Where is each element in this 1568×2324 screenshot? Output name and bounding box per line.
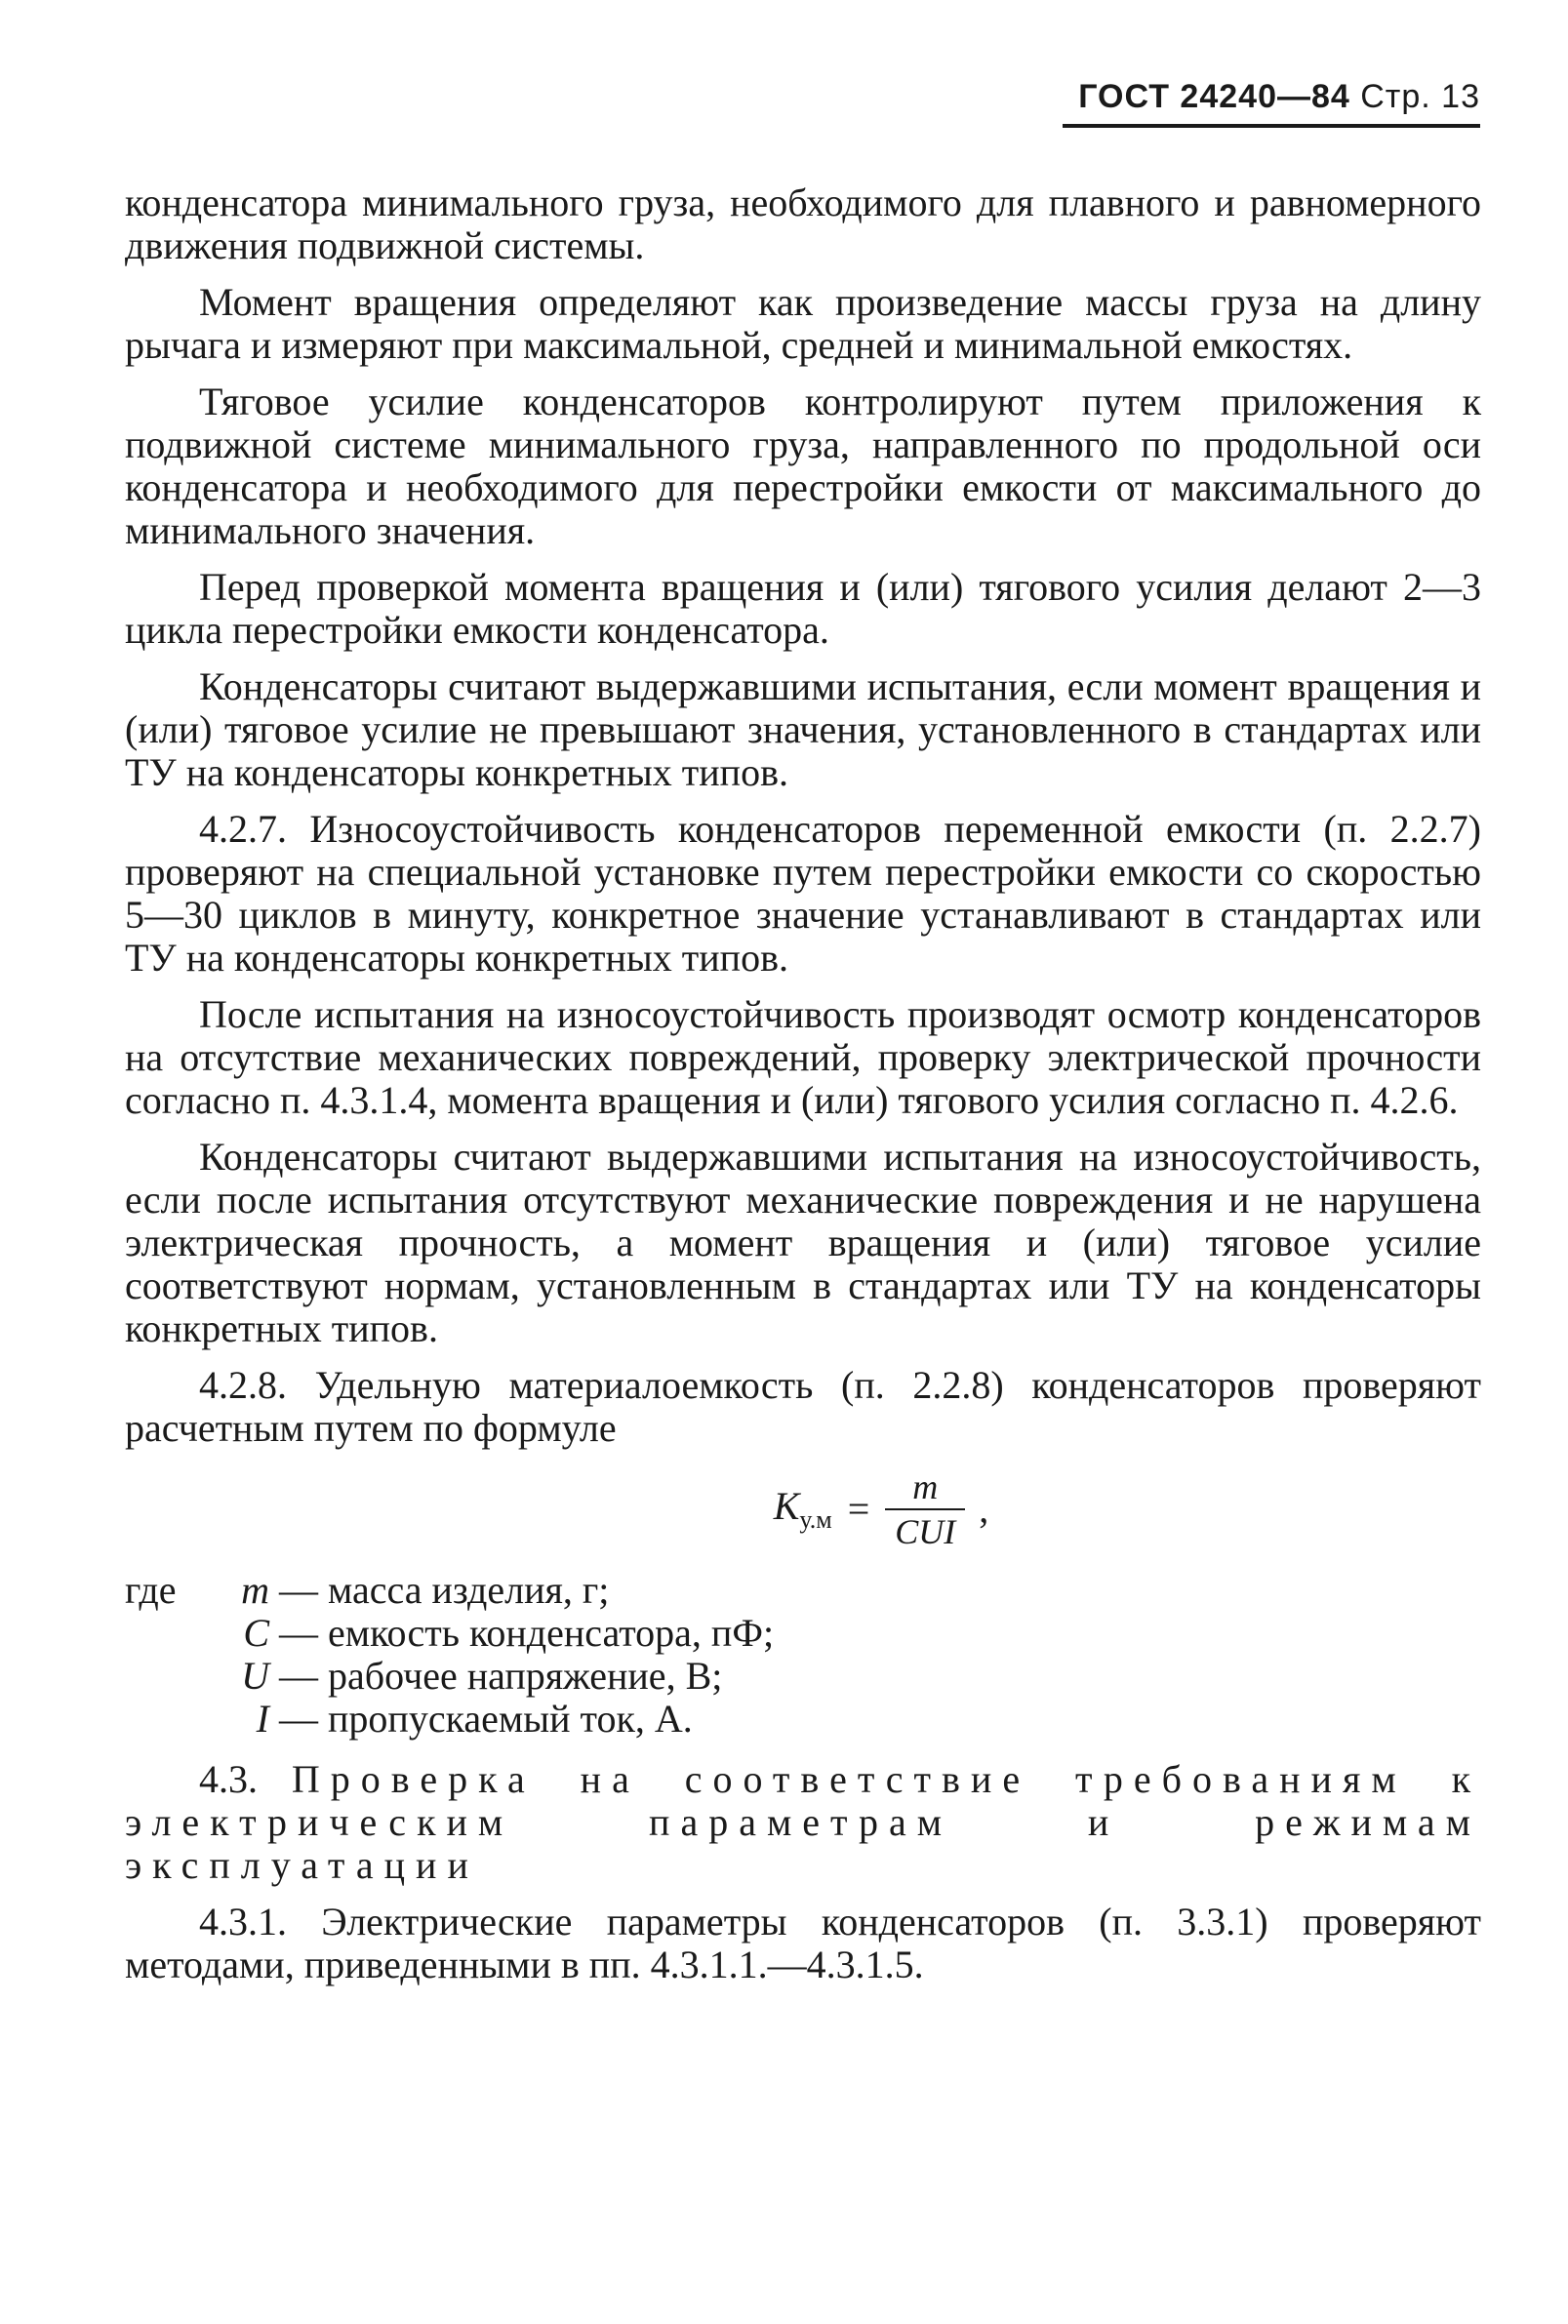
legend-dash: —: [279, 1568, 318, 1612]
legend-dash: —: [279, 1611, 318, 1655]
paragraph-traction: Тяговое усилие конденсаторов контролируют путем приложения к подвижной системе минимального груза, направленного по продольной оси конденсатора и необходимого для перестройки емкости от максимального до минимального значения.: [125, 380, 1481, 552]
legend-symbol: m: [241, 1568, 269, 1612]
section-number: 4.3.: [199, 1757, 258, 1801]
paragraph-cycles: Перед проверкой момента вращения и (или) тягового усилия делают 2—3 цикла перестройки емкости конденсатора.: [125, 565, 1481, 652]
legend-text: пропускаемый ток, А.: [328, 1697, 693, 1741]
paragraph-4-2-8: 4.2.8. Удельную материалоемкость (п. 2.2.8) конденсаторов проверяют расчетным путем по формуле: [125, 1363, 1481, 1450]
formula: [281, 1469, 1481, 1549]
paragraph-continuation: конденсатора минимального груза, необходимого для плавного и равномерного движения подвижной системы.: [125, 180, 1481, 267]
legend-text: емкость конденсатора, пФ;: [328, 1611, 775, 1655]
legend-text: масса изделия, г;: [328, 1568, 610, 1612]
paragraph-torque: Момент вращения определяют как произведение массы груза на длину рычага и измеряют при максимальной, средней и минимальной емкостях.: [125, 280, 1481, 367]
section-title: Проверка на соответствие требованиям к электрическим параметрам и режимам эксплуатации: [125, 1757, 1481, 1887]
legend-dash: —: [279, 1697, 318, 1741]
paragraph-acceptance: Конденсаторы считают выдержавшими испытания, если момент вращения и (или) тяговое усилие не превышают значения, установленного в стандартах или ТУ на конденсаторы конкретных типов.: [125, 664, 1481, 794]
header-text: [1063, 78, 1480, 116]
legend-row: [125, 1569, 1481, 1612]
formula-comma: ,: [979, 1487, 989, 1531]
section-heading-4-3: [125, 1758, 1481, 1887]
paragraph-wear-acceptance: Конденсаторы считают выдержавшими испытания на износоустойчивость, если после испытания отсутствуют механические повреждения и не нарушена электрическая прочность, а момент вращения и (или) тяговое усилие соответствуют нормам, установленным в стандартах или ТУ на конденсаторы конкретных типов.: [125, 1135, 1481, 1350]
header-rule: [1063, 124, 1480, 128]
standard-number: ГОСТ 24240—84: [1078, 78, 1350, 115]
formula-lhs-symbol: K: [773, 1483, 800, 1528]
formula-equals: =: [847, 1487, 870, 1531]
document-body: [125, 181, 1481, 2000]
legend-lead: где: [125, 1568, 177, 1612]
legend-symbol: I: [256, 1697, 269, 1741]
formula-denominator: CUI: [895, 1512, 956, 1551]
page-number: Стр. 13: [1360, 78, 1480, 115]
paragraph-4-2-7: 4.2.7. Износоустойчивость конденсаторов переменной емкости (п. 2.2.7) проверяют на специальной установке путем перестройки емкости со скоростью 5—30 циклов в минуту, конкретное значение устанавливают в стандартах или ТУ на конденсаторы конкретных типов.: [125, 807, 1481, 980]
legend-text: рабочее напряжение, В;: [328, 1654, 723, 1698]
paragraph-after-test: После испытания на износоустойчивость производят осмотр конденсаторов на отсутствие механических повреждений, проверку электрической прочности согласно п. 4.3.1.4, момента вращения и (или) тягового усилия согласно п. 4.2.6.: [125, 992, 1481, 1122]
formula-lhs-subscript: у.м: [799, 1504, 832, 1534]
page-header: [1063, 78, 1480, 128]
formula-lhs: [773, 1483, 832, 1534]
legend-symbol: U: [241, 1654, 269, 1698]
legend-symbol: C: [243, 1611, 269, 1655]
paragraph-4-3-1: 4.3.1. Электрические параметры конденсаторов (п. 3.3.1) проверяют методами, приведенными в пп. 4.3.1.1.—4.3.1.5.: [125, 1900, 1481, 1986]
legend-row: [125, 1612, 1481, 1655]
legend-row: [125, 1655, 1481, 1698]
formula-numerator: m: [885, 1469, 965, 1510]
legend-dash: —: [279, 1654, 318, 1698]
formula-legend: [125, 1569, 1481, 1741]
formula-fraction: [885, 1469, 965, 1549]
legend-row: [125, 1698, 1481, 1741]
